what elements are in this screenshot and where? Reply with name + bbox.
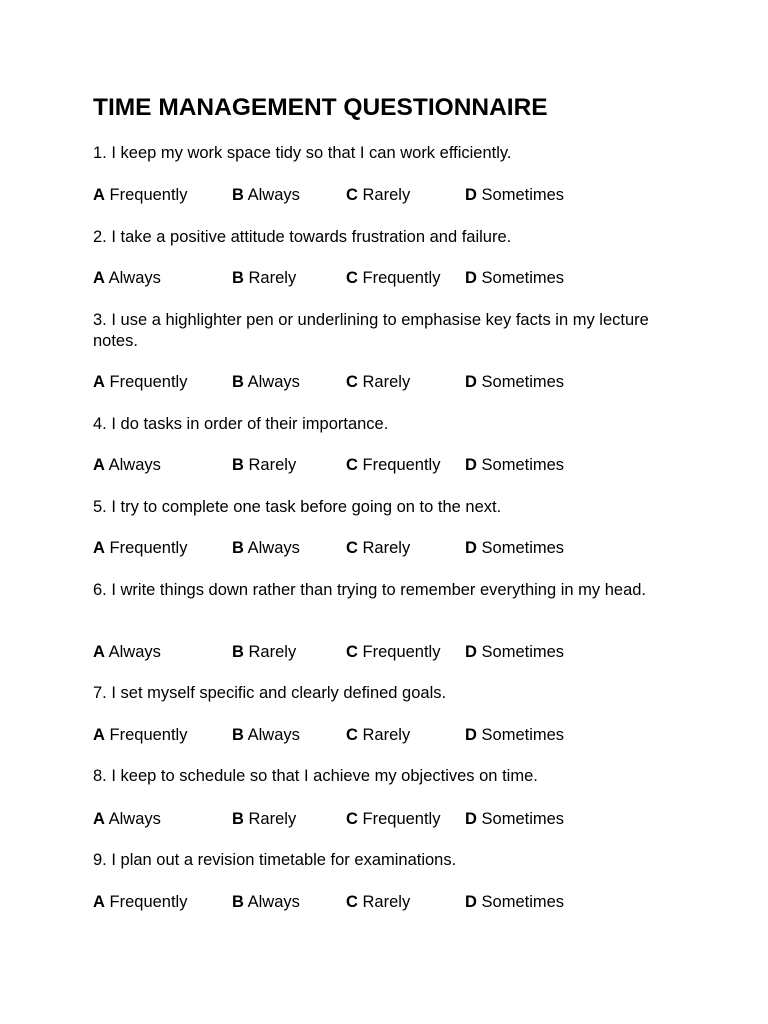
option-letter: C xyxy=(346,373,358,391)
option-label: Sometimes xyxy=(481,893,565,911)
option-label: Frequently xyxy=(362,456,441,474)
answer-row-1 xyxy=(93,184,653,206)
option-letter: D xyxy=(465,186,477,204)
question-7: 7. I set myself specific and clearly defined goals. xyxy=(93,684,447,702)
option-letter: C xyxy=(346,539,358,557)
option-label: Rarely xyxy=(248,643,297,661)
answer-row-2 xyxy=(93,267,653,289)
option-d xyxy=(465,537,564,559)
option-a xyxy=(93,371,187,393)
option-letter: A xyxy=(93,269,105,287)
option-label: Always xyxy=(108,643,161,661)
option-letter: B xyxy=(232,643,244,661)
question-8: 8. I keep to schedule so that I achieve my objectives on time. xyxy=(93,767,538,785)
option-d xyxy=(465,267,564,289)
question-2: 2. I take a positive attitude towards frustration and failure. xyxy=(93,228,512,246)
option-letter: C xyxy=(346,643,358,661)
option-label: Sometimes xyxy=(481,269,565,287)
option-letter: B xyxy=(232,456,244,474)
option-b xyxy=(232,267,296,289)
option-letter: C xyxy=(346,810,358,828)
answer-row-9 xyxy=(93,891,653,913)
option-label: Sometimes xyxy=(481,726,565,744)
option-c xyxy=(346,371,410,393)
option-letter: C xyxy=(346,269,358,287)
question-5: 5. I try to complete one task before going on to the next. xyxy=(93,498,502,516)
option-b xyxy=(232,184,300,206)
option-letter: B xyxy=(232,893,244,911)
option-b xyxy=(232,891,300,913)
option-letter: A xyxy=(93,893,105,911)
option-letter: D xyxy=(465,269,477,287)
option-c xyxy=(346,184,410,206)
page-title: TIME MANAGEMENT QUESTIONNAIRE xyxy=(93,94,548,121)
option-a xyxy=(93,537,187,559)
option-d xyxy=(465,184,564,206)
option-label: Always xyxy=(247,186,300,204)
option-label: Sometimes xyxy=(481,456,565,474)
option-c xyxy=(346,808,440,830)
option-label: Frequently xyxy=(362,810,441,828)
option-b xyxy=(232,808,296,830)
answer-row-3 xyxy=(93,371,653,393)
option-a xyxy=(93,808,161,830)
option-letter: C xyxy=(346,893,358,911)
option-letter: D xyxy=(465,643,477,661)
option-letter: A xyxy=(93,539,105,557)
option-label: Frequently xyxy=(109,893,188,911)
option-a xyxy=(93,267,161,289)
option-label: Sometimes xyxy=(481,643,565,661)
option-letter: B xyxy=(232,373,244,391)
option-letter: D xyxy=(465,726,477,744)
option-label: Always xyxy=(247,373,300,391)
option-letter: B xyxy=(232,186,244,204)
option-label: Sometimes xyxy=(481,539,565,557)
option-letter: D xyxy=(465,893,477,911)
option-d xyxy=(465,371,564,393)
question-3: 3. I use a highlighter pen or underlining to emphasise key facts in my lecture notes. xyxy=(93,311,649,350)
option-c xyxy=(346,267,440,289)
option-d xyxy=(465,808,564,830)
option-letter: A xyxy=(93,186,105,204)
option-label: Frequently xyxy=(109,186,188,204)
option-letter: C xyxy=(346,186,358,204)
answer-row-8 xyxy=(93,808,653,830)
answer-row-6 xyxy=(93,641,653,663)
question-9: 9. I plan out a revision timetable for examinations. xyxy=(93,851,457,869)
option-label: Sometimes xyxy=(481,810,565,828)
option-d xyxy=(465,454,564,476)
option-label: Rarely xyxy=(362,186,411,204)
option-letter: B xyxy=(232,269,244,287)
option-label: Frequently xyxy=(109,373,188,391)
option-label: Rarely xyxy=(362,726,411,744)
option-label: Always xyxy=(247,539,300,557)
option-letter: B xyxy=(232,726,244,744)
option-letter: C xyxy=(346,726,358,744)
option-label: Always xyxy=(247,893,300,911)
option-label: Frequently xyxy=(362,643,441,661)
option-label: Frequently xyxy=(109,726,188,744)
option-a xyxy=(93,184,187,206)
option-d xyxy=(465,641,564,663)
question-4: 4. I do tasks in order of their importance. xyxy=(93,415,389,433)
option-letter: B xyxy=(232,539,244,557)
option-c xyxy=(346,724,410,746)
option-label: Always xyxy=(108,456,161,474)
question-1: 1. I keep my work space tidy so that I can work efficiently. xyxy=(93,144,512,162)
option-b xyxy=(232,454,296,476)
option-c xyxy=(346,454,440,476)
option-c xyxy=(346,891,410,913)
answer-row-4 xyxy=(93,454,653,476)
option-a xyxy=(93,454,161,476)
option-label: Sometimes xyxy=(481,186,565,204)
option-label: Rarely xyxy=(362,373,411,391)
option-letter: D xyxy=(465,373,477,391)
answer-row-7 xyxy=(93,724,653,746)
option-d xyxy=(465,724,564,746)
option-label: Frequently xyxy=(362,269,441,287)
option-b xyxy=(232,724,300,746)
option-b xyxy=(232,371,300,393)
option-a xyxy=(93,724,187,746)
option-d xyxy=(465,891,564,913)
answer-row-5 xyxy=(93,537,653,559)
option-label: Sometimes xyxy=(481,373,565,391)
question-6: 6. I write things down rather than trying to remember everything in my head. xyxy=(93,581,647,599)
option-letter: A xyxy=(93,643,105,661)
option-label: Rarely xyxy=(362,893,411,911)
option-letter: B xyxy=(232,810,244,828)
option-c xyxy=(346,537,410,559)
option-label: Frequently xyxy=(109,539,188,557)
option-c xyxy=(346,641,440,663)
option-a xyxy=(93,641,161,663)
option-label: Rarely xyxy=(248,269,297,287)
option-letter: D xyxy=(465,810,477,828)
option-label: Rarely xyxy=(362,539,411,557)
option-letter: A xyxy=(93,726,105,744)
option-letter: A xyxy=(93,810,105,828)
option-letter: D xyxy=(465,539,477,557)
option-letter: A xyxy=(93,456,105,474)
option-a xyxy=(93,891,187,913)
option-label: Always xyxy=(108,810,161,828)
option-label: Rarely xyxy=(248,456,297,474)
option-letter: C xyxy=(346,456,358,474)
option-letter: A xyxy=(93,373,105,391)
option-letter: D xyxy=(465,456,477,474)
option-label: Rarely xyxy=(248,810,297,828)
option-label: Always xyxy=(108,269,161,287)
option-b xyxy=(232,537,300,559)
option-label: Always xyxy=(247,726,300,744)
option-b xyxy=(232,641,296,663)
